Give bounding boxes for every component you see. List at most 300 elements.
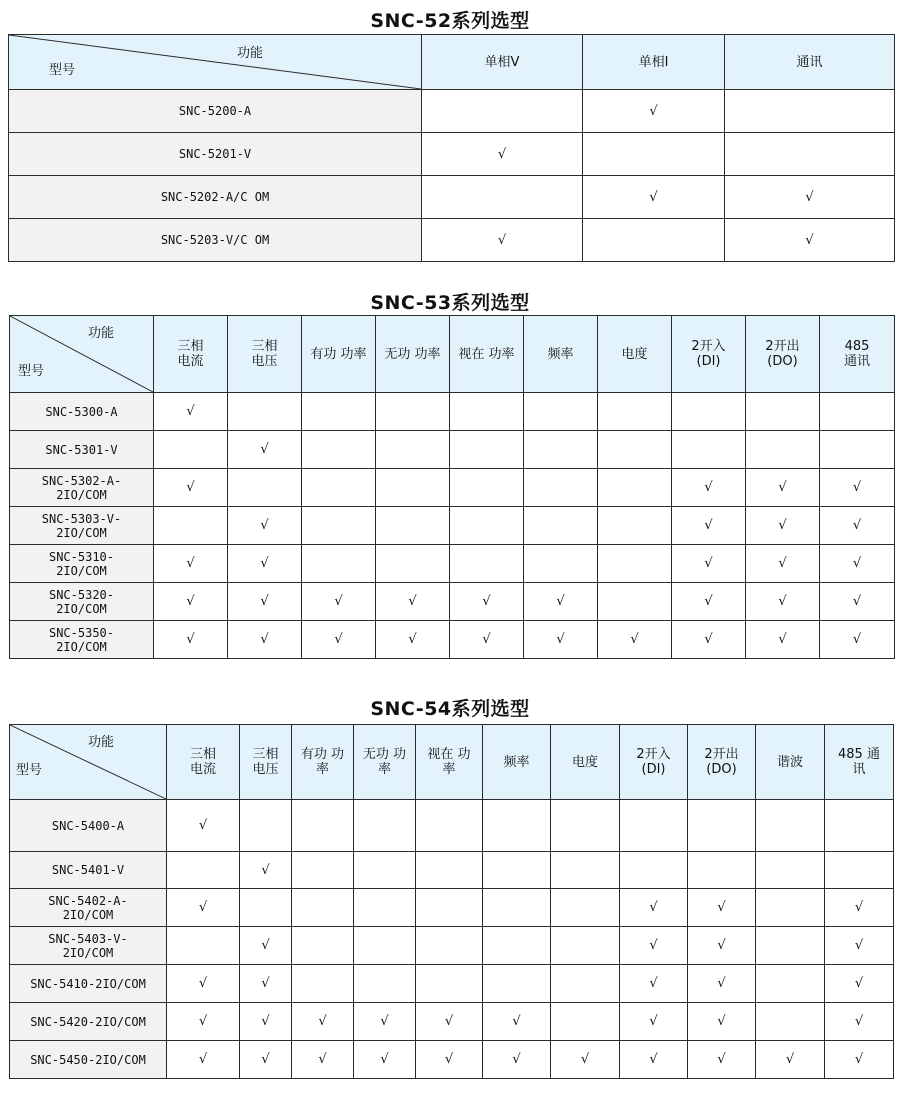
feature-cell bbox=[524, 545, 598, 583]
feature-cell bbox=[756, 852, 825, 889]
column-header: 视在 功 率 bbox=[416, 725, 483, 800]
checkmark-icon: √ bbox=[805, 232, 814, 248]
checkmark-icon: √ bbox=[778, 594, 787, 609]
checkmark-icon: √ bbox=[198, 976, 208, 991]
checkmark-icon: √ bbox=[186, 594, 195, 609]
checkmark-icon: √ bbox=[649, 938, 658, 953]
checkmark-icon: √ bbox=[717, 976, 726, 991]
feature-cell bbox=[672, 583, 746, 621]
feature-cell bbox=[416, 852, 483, 889]
table-row bbox=[9, 133, 895, 176]
feature-cell bbox=[154, 431, 228, 469]
column-header: 2开出 (DO) bbox=[688, 725, 756, 800]
feature-cell bbox=[354, 852, 416, 889]
checkmark-icon: √ bbox=[198, 1052, 208, 1067]
feature-cell bbox=[825, 965, 894, 1003]
feature-cell bbox=[688, 965, 756, 1003]
feature-cell bbox=[820, 469, 895, 507]
feature-cell bbox=[820, 621, 895, 659]
feature-cell bbox=[292, 852, 354, 889]
corner-model-label: 型号 bbox=[18, 364, 45, 379]
table-row bbox=[10, 965, 894, 1003]
feature-cell bbox=[292, 1041, 354, 1079]
checkmark-icon: √ bbox=[854, 1052, 864, 1067]
feature-cell bbox=[672, 507, 746, 545]
model-cell: SNC-5303-V- 2IO/COM bbox=[10, 507, 154, 545]
feature-cell bbox=[422, 90, 583, 133]
feature-cell bbox=[240, 800, 292, 852]
table-snc54 bbox=[9, 724, 894, 1079]
feature-cell bbox=[598, 621, 672, 659]
column-header: 485 通 讯 bbox=[825, 725, 894, 800]
checkmark-icon: √ bbox=[854, 900, 864, 915]
checkmark-icon: √ bbox=[852, 556, 862, 571]
feature-cell bbox=[524, 469, 598, 507]
feature-cell bbox=[598, 469, 672, 507]
feature-cell bbox=[725, 219, 895, 262]
table-row bbox=[10, 927, 894, 965]
feature-cell bbox=[598, 507, 672, 545]
model-cell: SNC-5450-2IO/COM bbox=[10, 1041, 167, 1079]
feature-cell bbox=[302, 621, 376, 659]
feature-cell bbox=[620, 852, 688, 889]
feature-cell bbox=[167, 1003, 240, 1041]
corner-function-label: 功能 bbox=[237, 46, 264, 61]
feature-cell bbox=[483, 965, 551, 1003]
table-row bbox=[9, 219, 895, 262]
feature-cell bbox=[825, 1003, 894, 1041]
checkmark-icon: √ bbox=[717, 1052, 726, 1067]
feature-cell bbox=[416, 965, 483, 1003]
table-row bbox=[10, 1041, 894, 1079]
model-cell: SNC-5300-A bbox=[10, 393, 154, 431]
feature-cell bbox=[354, 927, 416, 965]
checkmark-icon: √ bbox=[704, 632, 713, 647]
feature-cell bbox=[551, 852, 620, 889]
feature-cell bbox=[583, 176, 725, 219]
feature-cell bbox=[154, 469, 228, 507]
checkmark-icon: √ bbox=[408, 632, 417, 647]
feature-cell bbox=[154, 545, 228, 583]
checkmark-icon: √ bbox=[261, 862, 270, 878]
checkmark-icon: √ bbox=[852, 518, 862, 533]
checkmark-icon: √ bbox=[186, 480, 195, 495]
feature-cell bbox=[302, 507, 376, 545]
model-cell: SNC-5402-A- 2IO/COM bbox=[10, 889, 167, 927]
checkmark-icon: √ bbox=[512, 1052, 521, 1067]
checkmark-icon: √ bbox=[318, 1052, 327, 1067]
column-header: 单相I bbox=[583, 35, 725, 90]
checkmark-icon: √ bbox=[482, 632, 491, 647]
feature-cell bbox=[416, 1041, 483, 1079]
feature-cell bbox=[167, 852, 240, 889]
model-cell: SNC-5410-2IO/COM bbox=[10, 965, 167, 1003]
feature-cell bbox=[167, 800, 240, 852]
checkmark-icon: √ bbox=[630, 632, 639, 647]
feature-cell bbox=[302, 583, 376, 621]
column-header: 视在 功率 bbox=[450, 316, 524, 393]
corner-model-label: 型号 bbox=[49, 63, 76, 78]
column-header: 485 通讯 bbox=[820, 316, 895, 393]
column-header: 三相 电压 bbox=[228, 316, 302, 393]
feature-cell bbox=[598, 545, 672, 583]
feature-cell bbox=[598, 393, 672, 431]
model-cell: SNC-5350- 2IO/COM bbox=[10, 621, 154, 659]
column-header: 三相 电流 bbox=[154, 316, 228, 393]
table-snc52 bbox=[8, 34, 895, 262]
feature-cell bbox=[583, 133, 725, 176]
feature-cell bbox=[302, 469, 376, 507]
feature-cell bbox=[376, 469, 450, 507]
feature-cell bbox=[688, 1003, 756, 1041]
column-header: 频率 bbox=[524, 316, 598, 393]
table-row bbox=[10, 852, 894, 889]
feature-cell bbox=[240, 852, 292, 889]
feature-cell bbox=[154, 583, 228, 621]
feature-cell bbox=[672, 621, 746, 659]
feature-cell bbox=[354, 965, 416, 1003]
feature-cell bbox=[376, 621, 450, 659]
checkmark-icon: √ bbox=[261, 938, 270, 953]
feature-cell bbox=[376, 393, 450, 431]
checkmark-icon: √ bbox=[852, 632, 862, 647]
column-header: 2开入 (DI) bbox=[672, 316, 746, 393]
model-cell: SNC-5400-A bbox=[10, 800, 167, 852]
checkmark-icon: √ bbox=[482, 594, 491, 609]
feature-cell bbox=[354, 889, 416, 927]
feature-cell bbox=[825, 889, 894, 927]
checkmark-icon: √ bbox=[704, 594, 713, 609]
table-row bbox=[10, 1003, 894, 1041]
model-cell: SNC-5202-A/C OM bbox=[9, 176, 422, 219]
feature-cell bbox=[450, 431, 524, 469]
checkmark-icon: √ bbox=[852, 594, 862, 609]
feature-cell bbox=[292, 889, 354, 927]
table-snc53 bbox=[9, 315, 895, 659]
model-cell: SNC-5203-V/C OM bbox=[9, 219, 422, 262]
feature-cell bbox=[620, 927, 688, 965]
feature-cell bbox=[354, 1041, 416, 1079]
feature-cell bbox=[756, 889, 825, 927]
feature-cell bbox=[725, 90, 895, 133]
feature-cell bbox=[240, 1003, 292, 1041]
checkmark-icon: √ bbox=[649, 103, 658, 119]
feature-cell bbox=[825, 1041, 894, 1079]
feature-cell bbox=[746, 545, 820, 583]
checkmark-icon: √ bbox=[556, 594, 565, 609]
feature-cell bbox=[376, 583, 450, 621]
checkmark-icon: √ bbox=[260, 518, 269, 533]
feature-cell bbox=[746, 621, 820, 659]
checkmark-icon: √ bbox=[444, 1052, 454, 1067]
feature-cell bbox=[240, 965, 292, 1003]
checkmark-icon: √ bbox=[649, 976, 658, 991]
table-row bbox=[9, 90, 895, 133]
feature-cell bbox=[240, 889, 292, 927]
feature-cell bbox=[756, 927, 825, 965]
model-cell: SNC-5320- 2IO/COM bbox=[10, 583, 154, 621]
checkmark-icon: √ bbox=[580, 1052, 590, 1067]
feature-cell bbox=[524, 431, 598, 469]
feature-cell bbox=[825, 852, 894, 889]
column-header: 无功 功 率 bbox=[354, 725, 416, 800]
checkmark-icon: √ bbox=[198, 1014, 208, 1029]
feature-cell bbox=[228, 469, 302, 507]
checkmark-icon: √ bbox=[260, 442, 269, 457]
feature-cell bbox=[167, 927, 240, 965]
feature-cell bbox=[292, 927, 354, 965]
feature-cell bbox=[756, 965, 825, 1003]
table-row bbox=[10, 431, 895, 469]
column-header: 单相V bbox=[422, 35, 583, 90]
checkmark-icon: √ bbox=[854, 976, 864, 991]
feature-cell bbox=[416, 800, 483, 852]
checkmark-icon: √ bbox=[704, 556, 713, 571]
feature-cell bbox=[756, 1041, 825, 1079]
checkmark-icon: √ bbox=[512, 1014, 521, 1029]
column-header: 通讯 bbox=[725, 35, 895, 90]
checkmark-icon: √ bbox=[717, 938, 726, 953]
column-header: 2开出 (DO) bbox=[746, 316, 820, 393]
checkmark-icon: √ bbox=[497, 146, 507, 162]
feature-cell bbox=[422, 176, 583, 219]
feature-cell bbox=[422, 133, 583, 176]
model-cell: SNC-5403-V- 2IO/COM bbox=[10, 927, 167, 965]
feature-cell bbox=[450, 393, 524, 431]
table-row bbox=[10, 393, 895, 431]
feature-cell bbox=[167, 889, 240, 927]
feature-cell bbox=[598, 583, 672, 621]
feature-cell bbox=[725, 176, 895, 219]
feature-cell bbox=[416, 1003, 483, 1041]
feature-cell bbox=[302, 393, 376, 431]
checkmark-icon: √ bbox=[649, 900, 658, 915]
feature-cell bbox=[450, 621, 524, 659]
checkmark-icon: √ bbox=[785, 1052, 795, 1067]
feature-cell bbox=[416, 889, 483, 927]
feature-cell bbox=[620, 889, 688, 927]
feature-cell bbox=[756, 1003, 825, 1041]
checkmark-icon: √ bbox=[854, 938, 864, 953]
checkmark-icon: √ bbox=[186, 632, 195, 647]
checkmark-icon: √ bbox=[334, 594, 343, 609]
feature-cell bbox=[672, 469, 746, 507]
feature-cell bbox=[672, 545, 746, 583]
feature-cell bbox=[746, 431, 820, 469]
column-header: 电度 bbox=[551, 725, 620, 800]
feature-cell bbox=[551, 1041, 620, 1079]
feature-cell bbox=[820, 431, 895, 469]
feature-cell bbox=[620, 800, 688, 852]
table-row bbox=[10, 583, 895, 621]
model-cell: SNC-5420-2IO/COM bbox=[10, 1003, 167, 1041]
feature-cell bbox=[746, 469, 820, 507]
feature-cell bbox=[820, 545, 895, 583]
checkmark-icon: √ bbox=[380, 1014, 389, 1029]
table-row bbox=[10, 507, 895, 545]
feature-cell bbox=[583, 90, 725, 133]
checkmark-icon: √ bbox=[334, 632, 343, 647]
feature-cell bbox=[725, 133, 895, 176]
feature-cell bbox=[620, 965, 688, 1003]
feature-cell bbox=[416, 927, 483, 965]
column-header: 有功 功 率 bbox=[292, 725, 354, 800]
feature-cell bbox=[228, 507, 302, 545]
feature-cell bbox=[620, 1003, 688, 1041]
checkmark-icon: √ bbox=[260, 594, 269, 609]
feature-cell bbox=[672, 431, 746, 469]
feature-cell bbox=[483, 1003, 551, 1041]
feature-cell bbox=[228, 545, 302, 583]
feature-cell bbox=[292, 1003, 354, 1041]
corner-header bbox=[10, 316, 154, 393]
checkmark-icon: √ bbox=[778, 518, 787, 533]
feature-cell bbox=[376, 431, 450, 469]
checkmark-icon: √ bbox=[380, 1052, 389, 1067]
feature-cell bbox=[688, 927, 756, 965]
checkmark-icon: √ bbox=[260, 632, 269, 647]
feature-cell bbox=[228, 621, 302, 659]
feature-cell bbox=[688, 800, 756, 852]
checkmark-icon: √ bbox=[717, 1014, 726, 1029]
feature-cell bbox=[450, 545, 524, 583]
feature-cell bbox=[483, 800, 551, 852]
column-header: 有功 功率 bbox=[302, 316, 376, 393]
feature-cell bbox=[292, 965, 354, 1003]
feature-cell bbox=[620, 1041, 688, 1079]
feature-cell bbox=[376, 545, 450, 583]
feature-cell bbox=[302, 431, 376, 469]
feature-cell bbox=[551, 800, 620, 852]
feature-cell bbox=[154, 507, 228, 545]
feature-cell bbox=[551, 1003, 620, 1041]
corner-header bbox=[9, 35, 422, 90]
column-header: 无功 功率 bbox=[376, 316, 450, 393]
feature-cell bbox=[756, 800, 825, 852]
feature-cell bbox=[825, 927, 894, 965]
model-cell: SNC-5200-A bbox=[9, 90, 422, 133]
feature-cell bbox=[240, 1041, 292, 1079]
table-row bbox=[9, 176, 895, 219]
feature-cell bbox=[167, 1041, 240, 1079]
checkmark-icon: √ bbox=[186, 556, 195, 571]
feature-cell bbox=[450, 507, 524, 545]
checkmark-icon: √ bbox=[260, 556, 269, 571]
feature-cell bbox=[154, 393, 228, 431]
checkmark-icon: √ bbox=[649, 189, 658, 205]
model-cell: SNC-5302-A- 2IO/COM bbox=[10, 469, 154, 507]
column-header: 2开入 (DI) bbox=[620, 725, 688, 800]
feature-cell bbox=[354, 1003, 416, 1041]
feature-cell bbox=[820, 583, 895, 621]
checkmark-icon: √ bbox=[704, 480, 713, 495]
checkmark-icon: √ bbox=[649, 1052, 658, 1067]
feature-cell bbox=[551, 965, 620, 1003]
feature-cell bbox=[746, 583, 820, 621]
model-cell: SNC-5201-V bbox=[9, 133, 422, 176]
feature-cell bbox=[354, 800, 416, 852]
feature-cell bbox=[292, 800, 354, 852]
checkmark-icon: √ bbox=[198, 818, 208, 833]
table-row bbox=[10, 889, 894, 927]
feature-cell bbox=[551, 889, 620, 927]
title-snc54: SNC-54系列选型 bbox=[370, 698, 530, 720]
checkmark-icon: √ bbox=[408, 594, 417, 609]
feature-cell bbox=[376, 507, 450, 545]
checkmark-icon: √ bbox=[261, 1052, 270, 1067]
feature-cell bbox=[228, 583, 302, 621]
feature-cell bbox=[154, 621, 228, 659]
corner-header bbox=[10, 725, 167, 800]
checkmark-icon: √ bbox=[805, 189, 814, 205]
feature-cell bbox=[746, 393, 820, 431]
feature-cell bbox=[483, 889, 551, 927]
corner-model-label: 型号 bbox=[16, 763, 43, 778]
feature-cell bbox=[167, 965, 240, 1003]
feature-cell bbox=[483, 1041, 551, 1079]
feature-cell bbox=[688, 889, 756, 927]
feature-cell bbox=[598, 431, 672, 469]
table-row bbox=[10, 800, 894, 852]
column-header: 频率 bbox=[483, 725, 551, 800]
table-row bbox=[10, 469, 895, 507]
feature-cell bbox=[302, 545, 376, 583]
checkmark-icon: √ bbox=[444, 1014, 454, 1029]
column-header: 谐波 bbox=[756, 725, 825, 800]
checkmark-icon: √ bbox=[261, 1014, 270, 1029]
checkmark-icon: √ bbox=[186, 404, 195, 419]
feature-cell bbox=[422, 219, 583, 262]
feature-cell bbox=[483, 927, 551, 965]
checkmark-icon: √ bbox=[778, 556, 787, 571]
checkmark-icon: √ bbox=[854, 1014, 864, 1029]
checkmark-icon: √ bbox=[497, 232, 507, 248]
feature-cell bbox=[228, 393, 302, 431]
column-header: 三相 电流 bbox=[167, 725, 240, 800]
checkmark-icon: √ bbox=[778, 480, 787, 495]
checkmark-icon: √ bbox=[649, 1014, 658, 1029]
feature-cell bbox=[688, 852, 756, 889]
feature-cell bbox=[524, 621, 598, 659]
feature-cell bbox=[524, 507, 598, 545]
feature-cell bbox=[688, 1041, 756, 1079]
model-cell: SNC-5310- 2IO/COM bbox=[10, 545, 154, 583]
corner-function-label: 功能 bbox=[88, 326, 115, 341]
feature-cell bbox=[551, 927, 620, 965]
checkmark-icon: √ bbox=[852, 480, 862, 495]
checkmark-icon: √ bbox=[556, 632, 565, 647]
feature-cell bbox=[240, 927, 292, 965]
feature-cell bbox=[820, 393, 895, 431]
checkmark-icon: √ bbox=[198, 900, 208, 915]
checkmark-icon: √ bbox=[704, 518, 713, 533]
title-snc52: SNC-52系列选型 bbox=[370, 10, 530, 32]
corner-function-label: 功能 bbox=[88, 735, 115, 750]
feature-cell bbox=[450, 583, 524, 621]
feature-cell bbox=[672, 393, 746, 431]
feature-cell bbox=[524, 393, 598, 431]
feature-cell bbox=[228, 431, 302, 469]
feature-cell bbox=[583, 219, 725, 262]
column-header: 电度 bbox=[598, 316, 672, 393]
feature-cell bbox=[524, 583, 598, 621]
checkmark-icon: √ bbox=[318, 1014, 327, 1029]
table-row bbox=[10, 621, 895, 659]
feature-cell bbox=[825, 800, 894, 852]
model-cell: SNC-5301-V bbox=[10, 431, 154, 469]
checkmark-icon: √ bbox=[717, 900, 726, 915]
feature-cell bbox=[483, 852, 551, 889]
